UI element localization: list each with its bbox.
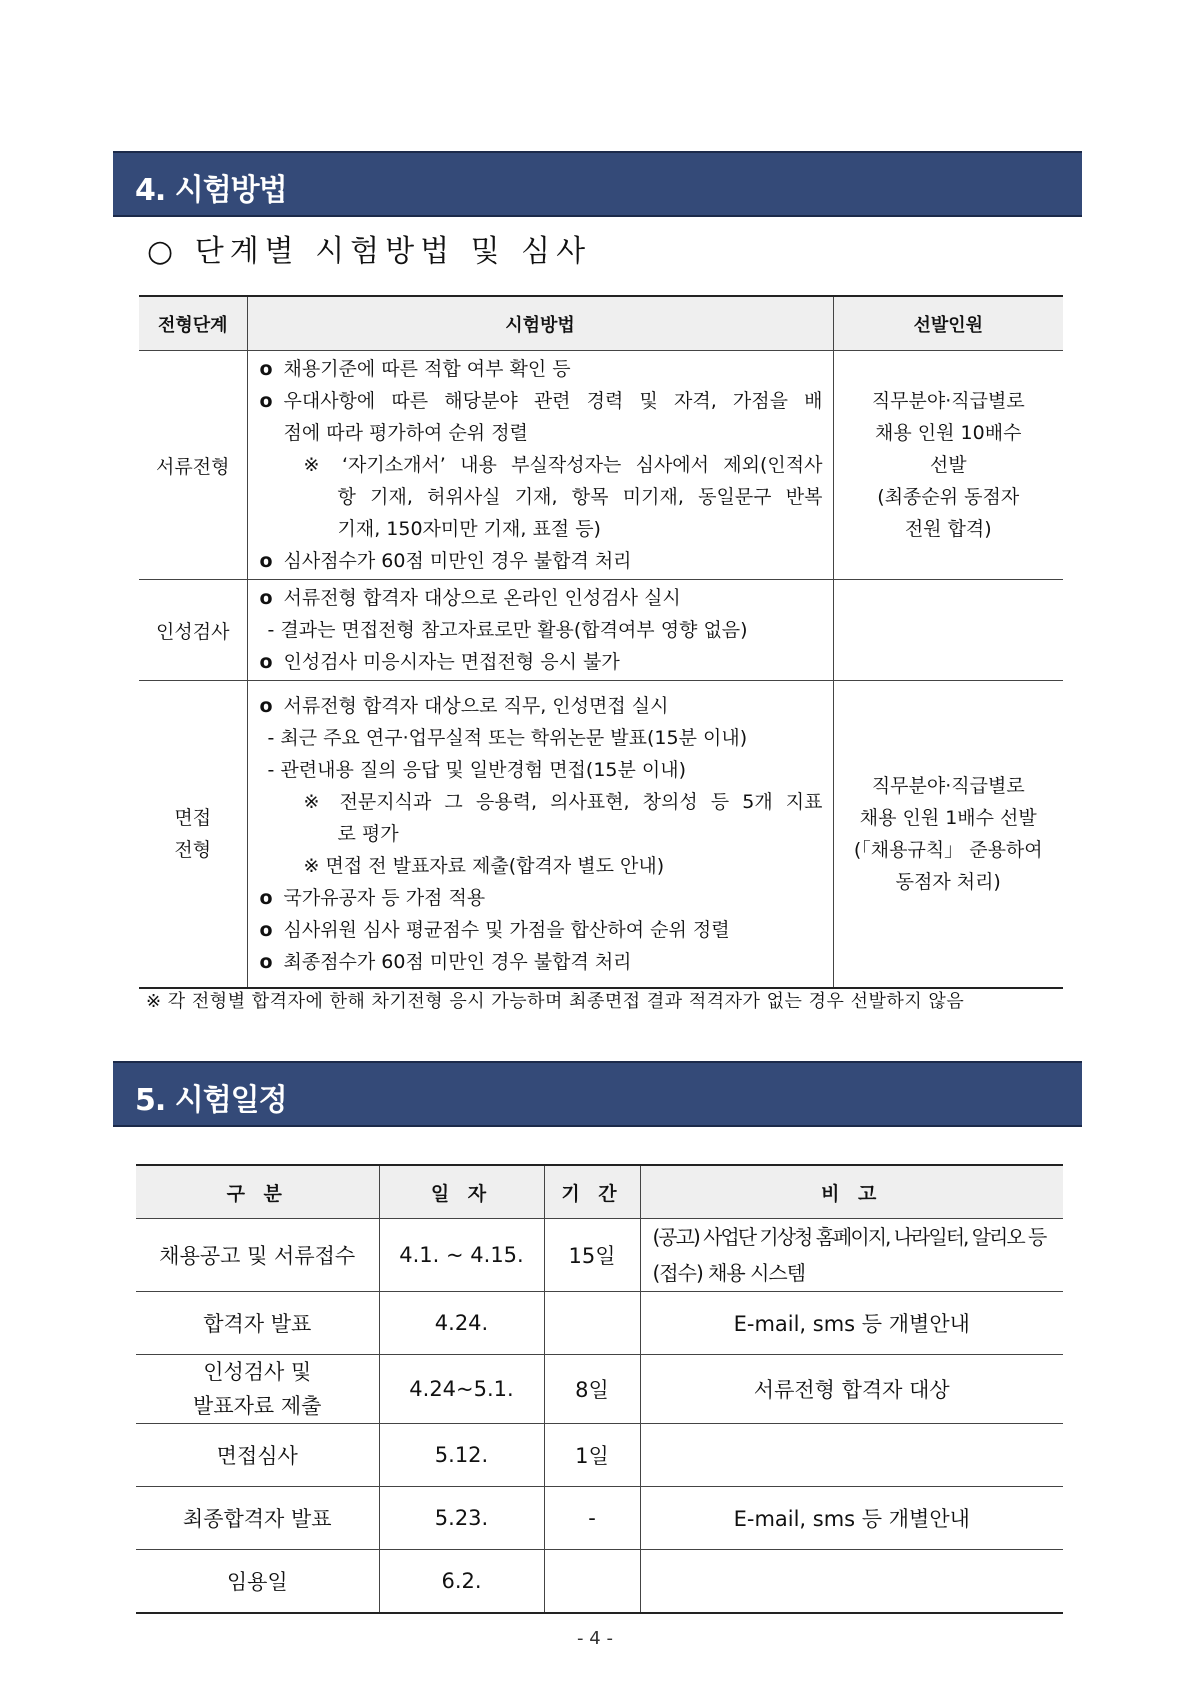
stage-line: 면접 bbox=[174, 807, 212, 829]
selection-cell bbox=[833, 681, 1063, 989]
selection-line: 직무분야·직급별로 bbox=[871, 775, 1025, 797]
method-line: o 우대사항에 따른 해당분야 관련 경력 및 자격, 가점을 배 bbox=[258, 385, 823, 417]
selection-line: (「채용규칙」 준용하여 bbox=[853, 839, 1043, 861]
selection-line: 동점자 처리) bbox=[895, 871, 1001, 893]
selection-line: (최종순위 동점자 bbox=[877, 486, 1020, 508]
selection-line: 직무분야·직급별로 bbox=[871, 390, 1025, 412]
schedule-date: 5.12. bbox=[379, 1424, 544, 1487]
schedule-period: 1일 bbox=[544, 1424, 640, 1487]
stage-cell: 인성검사 bbox=[139, 580, 247, 681]
method-line: o 인성검사 미응시자는 면접전형 응시 불가 bbox=[258, 646, 823, 678]
name-line: 인성검사 및 bbox=[203, 1360, 312, 1384]
schedule-note bbox=[640, 1219, 1063, 1292]
selection-line: 채용 인원 1배수 선발 bbox=[859, 807, 1037, 829]
header-period: 기 간 bbox=[544, 1165, 640, 1219]
selection-cell bbox=[833, 580, 1063, 681]
method-line: o 국가유공자 등 가점 적용 bbox=[258, 882, 823, 914]
stage-line: 전형 bbox=[174, 839, 212, 861]
header-date: 일 자 bbox=[379, 1165, 544, 1219]
method-line: - 최근 주요 연구·업무실적 또는 학위논문 발표(15분 이내) bbox=[267, 727, 748, 749]
name-line: 발표자료 제출 bbox=[193, 1394, 322, 1418]
schedule-date: 4.1. ~ 4.15. bbox=[379, 1219, 544, 1292]
note-line: (접수) 채용 시스템 bbox=[652, 1261, 806, 1285]
table-row bbox=[139, 351, 1063, 580]
selection-cell bbox=[833, 351, 1063, 580]
header-selection: 선발인원 bbox=[833, 296, 1063, 351]
method-line: ※ 면접 전 발표자료 제출(합격자 별도 안내) bbox=[303, 855, 665, 877]
section-4-header bbox=[113, 151, 1082, 217]
table-row bbox=[139, 681, 1063, 989]
method-line: 점에 따라 평가하여 순위 정렬 bbox=[283, 422, 528, 444]
table-row bbox=[136, 1355, 1063, 1424]
section-5-header bbox=[113, 1061, 1082, 1127]
method-line: o 채용기준에 따른 적합 여부 확인 등 bbox=[258, 353, 823, 385]
schedule-period: - bbox=[544, 1487, 640, 1550]
footnote: ※ 각 전형별 합격자에 한해 차기전형 응시 가능하며 최종면접 결과 적격자가 없는 경우 선발하지 않음 bbox=[146, 991, 965, 1012]
stage-cell bbox=[139, 681, 247, 989]
schedule-date: 4.24~5.1. bbox=[379, 1355, 544, 1424]
schedule-date: 5.23. bbox=[379, 1487, 544, 1550]
method-line: o 서류전형 합격자 대상으로 직무, 인성면접 실시 bbox=[258, 690, 823, 722]
method-line: ※ 전문지식과 그 응용력, 의사표현, 창의성 등 5개 지표 bbox=[303, 791, 823, 813]
table-row bbox=[136, 1219, 1063, 1292]
schedule-date: 6.2. bbox=[379, 1550, 544, 1614]
method-line: o 심사위원 심사 평균점수 및 가점을 합산하여 순위 정렬 bbox=[258, 914, 823, 946]
exam-schedule-table bbox=[136, 1164, 1063, 1614]
method-cell bbox=[247, 580, 833, 681]
method-line: o 서류전형 합격자 대상으로 온라인 인성검사 실시 bbox=[258, 582, 823, 614]
header-note: 비 고 bbox=[640, 1165, 1063, 1219]
schedule-name: 합격자 발표 bbox=[136, 1292, 379, 1355]
table-row bbox=[136, 1550, 1063, 1614]
method-line: - 관련내용 질의 응답 및 일반경험 면접(15분 이내) bbox=[267, 759, 687, 781]
selection-line: 선발 bbox=[929, 454, 967, 476]
schedule-period bbox=[544, 1292, 640, 1355]
note-line: (공고) 사업단 기상청 홈페이지, 나라일터, 알리오 등 bbox=[652, 1225, 1046, 1249]
header-method: 시험방법 bbox=[247, 296, 833, 351]
method-line: - 결과는 면접전형 참고자료로만 활용(합격여부 영향 없음) bbox=[267, 619, 748, 641]
schedule-note bbox=[640, 1424, 1063, 1487]
method-line: o 최종점수가 60점 미만인 경우 불합격 처리 bbox=[258, 946, 823, 978]
stage-cell: 서류전형 bbox=[139, 351, 247, 580]
schedule-name: 최종합격자 발표 bbox=[136, 1487, 379, 1550]
schedule-period bbox=[544, 1550, 640, 1614]
table-header-row bbox=[136, 1165, 1063, 1219]
section-4-title: 4. 시험방법 bbox=[135, 173, 287, 208]
method-cell bbox=[247, 351, 833, 580]
selection-line: 전원 합격) bbox=[904, 518, 992, 540]
schedule-name bbox=[136, 1355, 379, 1424]
table-row bbox=[136, 1424, 1063, 1487]
schedule-note: E-mail, sms 등 개별안내 bbox=[640, 1292, 1063, 1355]
method-line: 로 평가 bbox=[337, 823, 399, 845]
schedule-period: 15일 bbox=[544, 1219, 640, 1292]
table-row bbox=[136, 1487, 1063, 1550]
table-row bbox=[139, 580, 1063, 681]
method-line: ※ ‘자기소개서’ 내용 부실작성자는 심사에서 제외(인적사 bbox=[303, 454, 823, 476]
schedule-date: 4.24. bbox=[379, 1292, 544, 1355]
method-line: o 심사점수가 60점 미만인 경우 불합격 처리 bbox=[258, 545, 823, 577]
header-category: 구 분 bbox=[136, 1165, 379, 1219]
section-5-title: 5. 시험일정 bbox=[135, 1083, 287, 1118]
schedule-name: 임용일 bbox=[136, 1550, 379, 1614]
method-line: 기재, 150자미만 기재, 표절 등) bbox=[337, 518, 601, 540]
table-header-row bbox=[139, 296, 1063, 351]
selection-line: 채용 인원 10배수 bbox=[875, 422, 1022, 444]
schedule-note: E-mail, sms 등 개별안내 bbox=[640, 1487, 1063, 1550]
schedule-name: 면접심사 bbox=[136, 1424, 379, 1487]
method-cell bbox=[247, 681, 833, 989]
subtitle: ○ 단계별 시험방법 및 심사 bbox=[147, 234, 592, 269]
method-line: 항 기재, 허위사실 기재, 항목 미기재, 동일문구 반복 bbox=[337, 486, 823, 508]
header-stage: 전형단계 bbox=[139, 296, 247, 351]
exam-method-table bbox=[139, 295, 1063, 989]
schedule-note bbox=[640, 1550, 1063, 1614]
schedule-period: 8일 bbox=[544, 1355, 640, 1424]
table-row bbox=[136, 1292, 1063, 1355]
page-number: - 4 - bbox=[577, 1628, 613, 1649]
schedule-name: 채용공고 및 서류접수 bbox=[136, 1219, 379, 1292]
schedule-note: 서류전형 합격자 대상 bbox=[640, 1355, 1063, 1424]
